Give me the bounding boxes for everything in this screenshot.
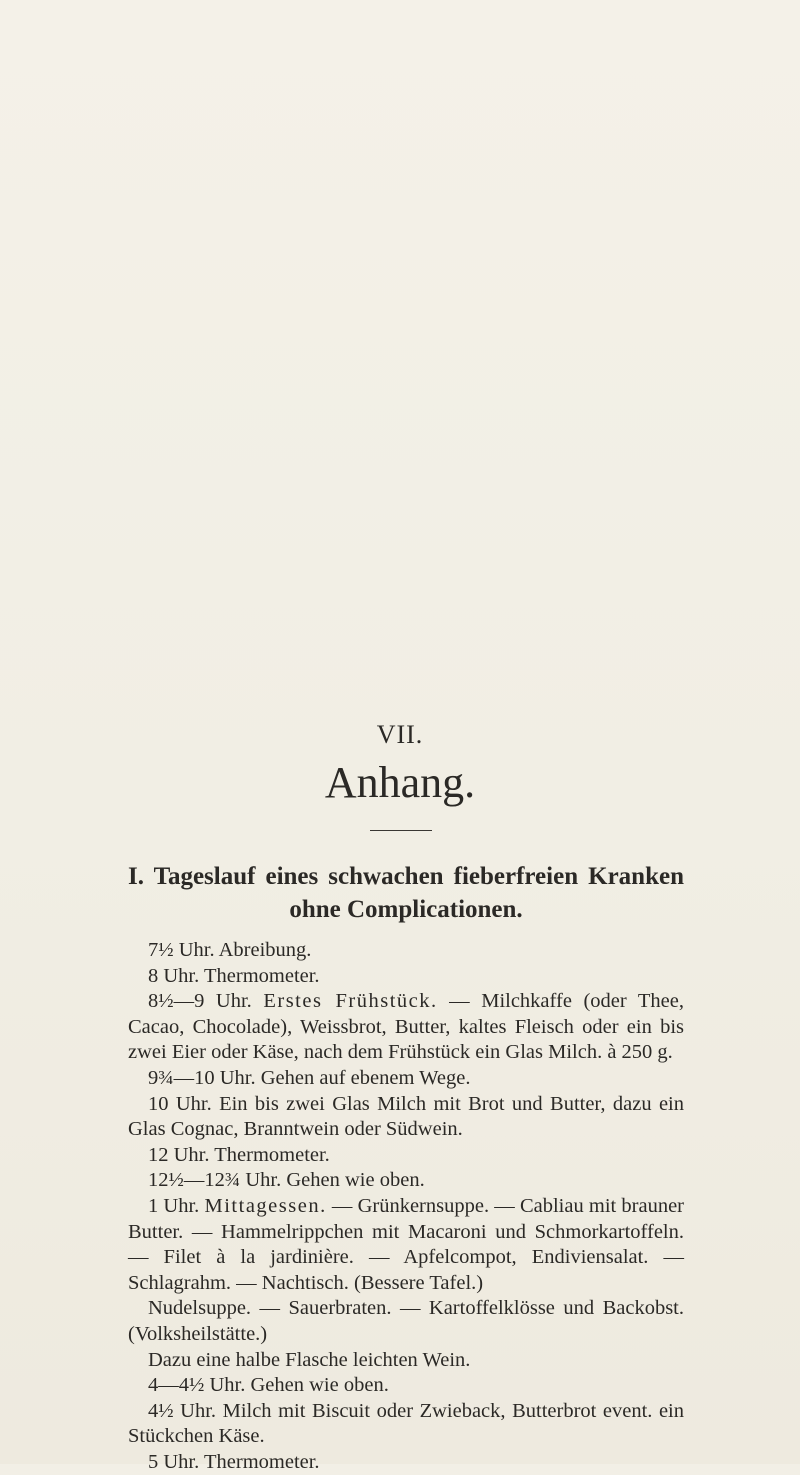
entry-time: 7½ (148, 939, 174, 961)
entry-time: 8 (148, 964, 159, 987)
entry-text: Uhr. (204, 990, 264, 1013)
chapter-number: VII. (376, 720, 424, 749)
entry-text: Uhr. Thermometer. (158, 1450, 320, 1473)
entry-text: Uhr. Gehen wie oben. (204, 1374, 389, 1397)
entry-time: 12½—12¾ (148, 1169, 241, 1192)
entry-text: Uhr. Thermometer. (168, 1143, 330, 1166)
schedule-entry (128, 989, 684, 1066)
entry-time: 9¾—10 (148, 1066, 215, 1089)
entry-text: Nudelsuppe. — Sauerbraten. — Kartoffelklösse und Backobst. (Volksheilstätte.) (128, 1297, 684, 1345)
entry-time: 1 (148, 1194, 159, 1217)
entry-text: Uhr. Gehen wie oben. (240, 1169, 425, 1192)
entry-time: 12 (148, 1143, 169, 1166)
entry-time: 8½—9 (148, 990, 205, 1013)
entry-emphasis: Mittagessen. (204, 1194, 327, 1217)
entry-text-continued: — Grünkernsuppe. — Cabliau mit brauner Butter. — Hammelrippchen mit Macaroni und Schmorkartoffeln. — Filet à la jardinière. — Apfelcompot, Endiviensalat. — Schlagrahm. — Nachtisch. (Bessere Tafel.) (128, 1194, 685, 1294)
entry-text: Uhr. Thermometer. (158, 964, 320, 987)
schedule-list (128, 938, 684, 1475)
entry-time: 10 (148, 1092, 169, 1115)
entry-text: Uhr. Milch mit Biscuit oder Zwieback, Butterbrot event. ein Stückchen Käse. (128, 1399, 684, 1448)
schedule-entry (128, 1092, 684, 1143)
schedule-entry (128, 964, 684, 990)
entry-time: 4—4½ (148, 1374, 205, 1397)
schedule-entry (128, 1194, 684, 1296)
schedule-entry (128, 1373, 684, 1399)
entry-time: 5 (148, 1450, 159, 1473)
schedule-entry (128, 1168, 684, 1194)
schedule-entry (128, 938, 684, 964)
schedule-entry (128, 1066, 684, 1092)
section-heading: I. Tageslauf eines schwachen fieberfreien Kranken ohne Complicationen. (128, 863, 684, 923)
entry-text: Uhr. Ein bis zwei Glas Milch mit Brot und Butter, dazu ein Glas Cognac, Branntwein oder Südwein. (128, 1092, 684, 1141)
entry-text: Uhr. Abreibung. (173, 939, 312, 961)
entry-text-continued: — Milchkaffe (oder Thee, Cacao, Chocolade), Weissbrot, Butter, kaltes Fleisch oder ein bis zwei Eier oder Käse, nach dem Frühstück ein Glas Milch. à 250 g. (128, 990, 684, 1064)
schedule-entry (128, 1450, 684, 1475)
schedule-entry (128, 1348, 684, 1374)
entry-emphasis: Erstes Frühstück. (263, 990, 438, 1013)
schedule-entry (128, 1143, 684, 1169)
entry-text: Uhr. (158, 1194, 205, 1217)
title-divider (370, 830, 432, 831)
entry-text: Dazu eine halbe Flasche leichten Wein. (148, 1348, 471, 1371)
entry-time: 4½ (148, 1399, 174, 1422)
entry-text: Uhr. Gehen auf ebenem Wege. (214, 1066, 471, 1089)
chapter-title: Anhang. (324, 758, 476, 807)
schedule-entry (128, 1296, 684, 1347)
schedule-entry (128, 1399, 684, 1450)
